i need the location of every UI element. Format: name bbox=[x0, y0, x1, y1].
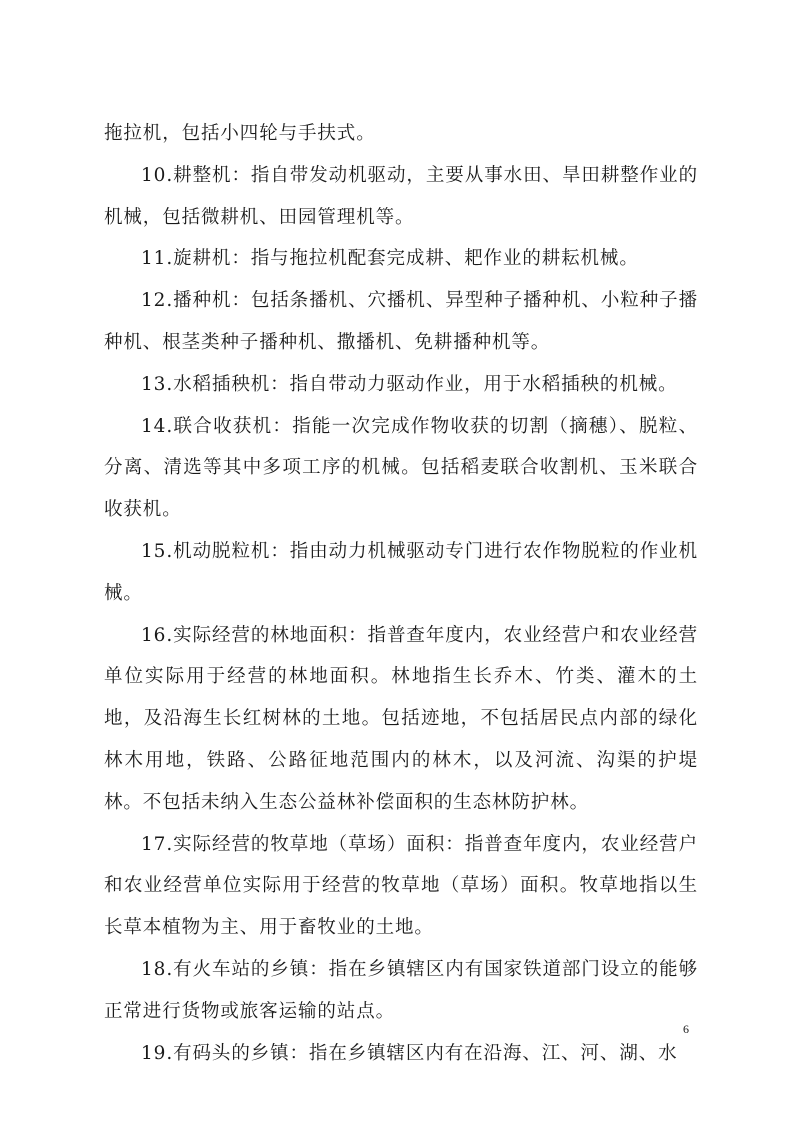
paragraph-item-16: 16.实际经营的林地面积：指普查年度内，农业经营户和农业经营单位实际用于经营的林地面积。林地指生长乔木、竹类、灌木的土地，及沿海生长红树林的土地。包括迹地，不包括居民点内部的绿化林木用地，铁路、公路征地范围内的林木，以及河流、沟渠的护堤林。不包括未纳入生态公益林补偿面积的生态林防护林。 bbox=[104, 624, 698, 813]
paragraph-item-10: 10.耕整机：指自带发动机驱动，主要从事水田、旱田耕整作业的机械，包括微耕机、田园管理机等。 bbox=[104, 164, 698, 228]
paragraph-item-19: 19.有码头的乡镇：指在乡镇辖区内有在沿海、江、河、湖、水 bbox=[141, 1042, 678, 1064]
paragraph-continuation: 拖拉机，包括小四轮与手扶式。 bbox=[104, 123, 376, 144]
paragraph-item-12: 12.播种机：包括条播机、穴播机、异型种子播种机、小粒种子播种机、根茎类种子播种机、撒播机、免耕播种机等。 bbox=[104, 290, 698, 353]
paragraph-item-15: 15.机动脱粒机：指由动力机械驱动专门进行农作物脱粒的作业机械。 bbox=[104, 540, 698, 604]
document-body bbox=[104, 113, 698, 1074]
page-number: 6 bbox=[683, 1022, 689, 1036]
paragraph-item-11: 11.旋耕机：指与拖拉机配套完成耕、耙作业的耕耘机械。 bbox=[141, 248, 639, 270]
paragraph-item-17: 17.实际经营的牧草地（草场）面积：指普查年度内，农业经营户和农业经营单位实际用于经营的牧草地（草场）面积。牧草地指以生长草本植物为主、用于畜牧业的土地。 bbox=[104, 833, 698, 939]
paragraph-item-14: 14.联合收获机：指能一次完成作物收获的切割（摘穗）、脱粒、分离、清选等其中多项工序的机械。包括稻麦联合收割机、玉米联合收获机。 bbox=[104, 415, 698, 521]
paragraph-item-13: 13.水稻插秧机：指自带动力驱动作业，用于水稻插秧的机械。 bbox=[141, 373, 678, 395]
paragraph-item-18: 18.有火车站的乡镇：指在乡镇辖区内有国家铁道部门设立的能够正常进行货物或旅客运输的站点。 bbox=[104, 958, 698, 1022]
